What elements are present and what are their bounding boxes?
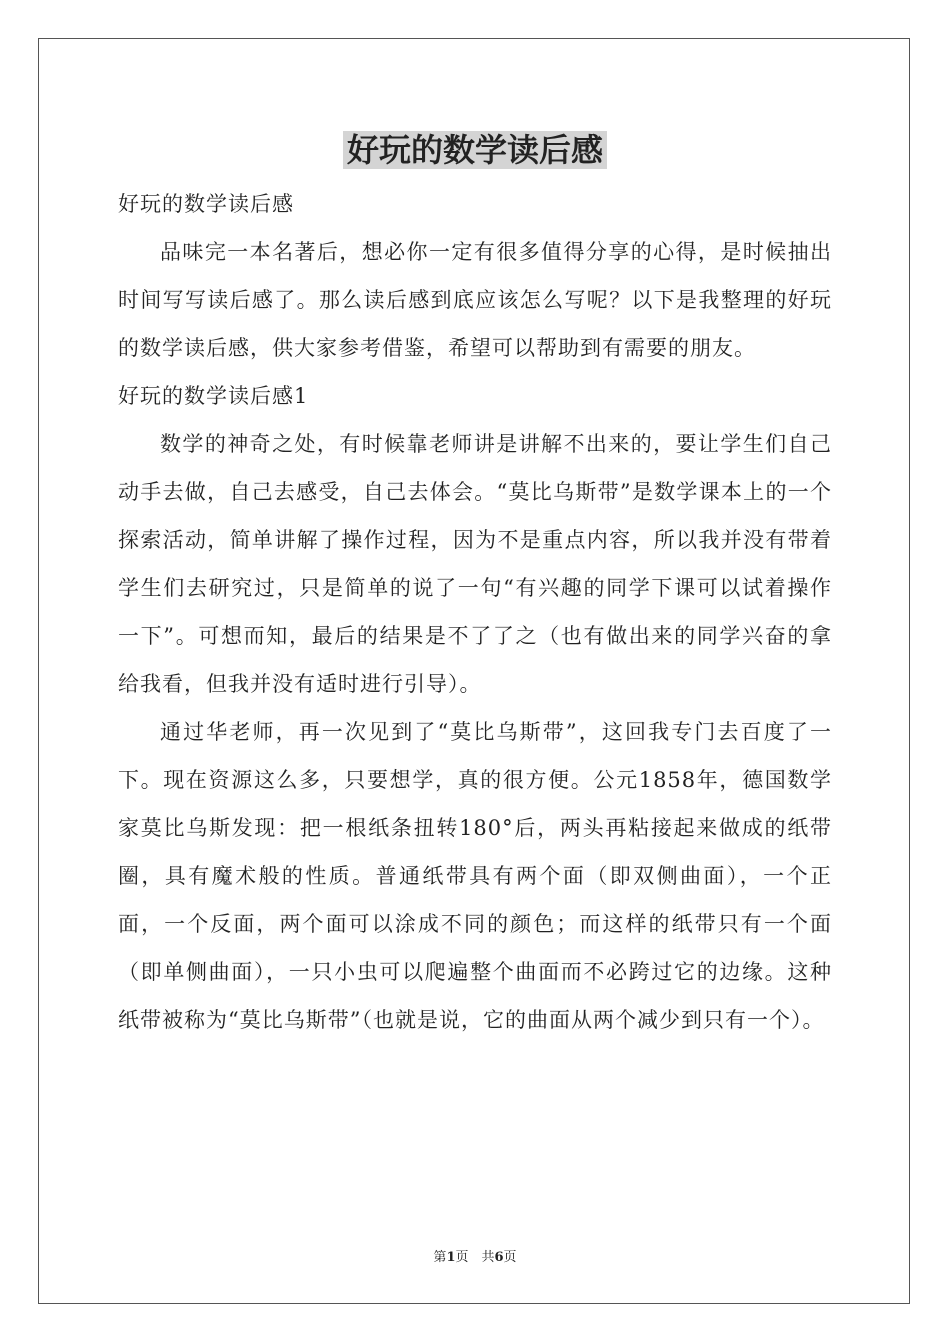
paragraph-body-2: 通过华老师，再一次见到了“莫比乌斯带”，这回我专门去百度了一下。现在资源这么多，只要想学，真的很方便。公元1858年，德国数学家莫比乌斯发现：把一根纸条扭转180°后，两头再粘接起来做成的纸带圈，具有魔术般的性质。普通纸带具有两个面（即双侧曲面），一个正面，一个反面，两个面可以涂成不同的颜色；而这样的纸带只有一个面（即单侧曲面），一只小虫可以爬遍整个曲面而不必跨过它的边缘。这种纸带被称为“莫比乌斯带”（也就是说，它的曲面从两个减少到只有一个）。 [118, 720, 832, 1032]
paragraph-intro: 品味完一本名著后，想必你一定有很多值得分享的心得，是时候抽出时间写写读后感了。那么读后感到底应该怎么写呢？以下是我整理的好玩的数学读后感，供大家参考借鉴，希望可以帮助到有需要的朋友。 [118, 240, 832, 360]
footer-current-page: 1 [446, 1250, 456, 1265]
document-title [0, 128, 950, 172]
paragraph-section-heading: 好玩的数学读后感1 [118, 384, 309, 408]
footer-prefix: 第 [433, 1250, 447, 1265]
footer-suffix: 页 [503, 1250, 517, 1265]
page-footer [0, 1246, 950, 1265]
document-body [118, 180, 832, 1044]
document-title-text: 好玩的数学读后感 [343, 131, 607, 169]
footer-mid: 页 共 [455, 1250, 495, 1265]
footer-total-pages: 6 [494, 1250, 504, 1265]
paragraph-subtitle: 好玩的数学读后感 [118, 192, 294, 216]
paragraph-body-1: 数学的神奇之处，有时候靠老师讲是讲解不出来的，要让学生们自己动手去做，自己去感受，自己去体会。“莫比乌斯带”是数学课本上的一个探索活动，简单讲解了操作过程，因为不是重点内容，所以我并没有带着学生们去研究过，只是简单的说了一句“有兴趣的同学下课可以试着操作一下”。可想而知，最后的结果是不了了之（也有做出来的同学兴奋的拿给我看，但我并没有适时进行引导）。 [118, 432, 832, 696]
